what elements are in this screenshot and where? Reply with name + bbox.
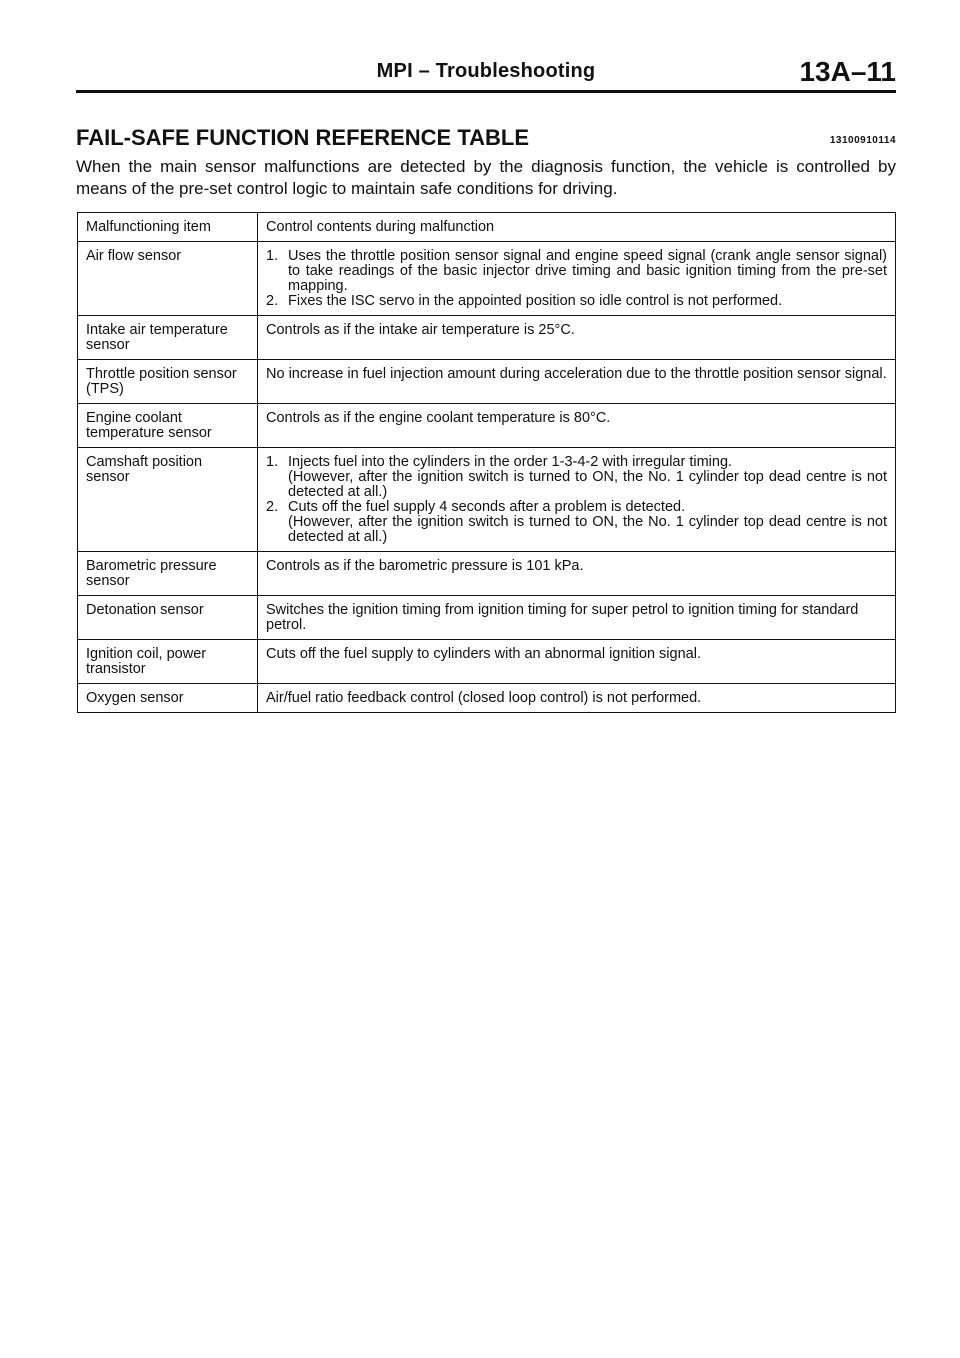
row-control: Cuts off the fuel supply to cylinders with an abnormal ignition signal. — [258, 640, 896, 684]
row-item: Camshaft position sensor — [78, 448, 258, 552]
step-note: (However, after the ignition switch is turned to ON, the No. 1 cylinder top dead centre is not detected at all.) — [288, 469, 887, 500]
row-control — [258, 242, 896, 316]
row-item: Ignition coil, power transistor — [78, 640, 258, 684]
table-row — [78, 448, 896, 552]
table-row — [78, 596, 896, 640]
section-title: FAIL-SAFE FUNCTION REFERENCE TABLE — [76, 125, 530, 150]
header-divider — [76, 90, 896, 93]
step-number: 2. — [266, 499, 279, 515]
control-step — [266, 294, 887, 309]
page-header — [76, 56, 896, 90]
step-text: Cuts off the fuel supply 4 seconds after a problem is detected. — [288, 499, 686, 515]
row-control: Switches the ignition timing from ignition timing for super petrol to ignition timing for standard petrol. — [258, 596, 896, 640]
row-control — [258, 448, 896, 552]
step-text: Injects fuel into the cylinders in the order 1-3-4-2 with irregular timing. — [288, 454, 733, 470]
table-row — [78, 552, 896, 596]
row-control: Controls as if the intake air temperature is 25°C. — [258, 316, 896, 360]
step-note: (However, after the ignition switch is turned to ON, the No. 1 cylinder top dead centre is not detected at all.) — [288, 514, 887, 545]
row-control: Controls as if the engine coolant temperature is 80°C. — [258, 404, 896, 448]
fail-safe-table — [77, 212, 896, 713]
table-row — [78, 404, 896, 448]
table-row — [78, 684, 896, 713]
table-header-row — [78, 213, 896, 242]
step-number: 1. — [266, 248, 279, 264]
row-item: Detonation sensor — [78, 596, 258, 640]
row-control: Air/fuel ratio feedback control (closed loop control) is not performed. — [258, 684, 896, 713]
page-header-title: MPI – Troubleshooting — [376, 60, 596, 82]
row-control: Controls as if the barometric pressure is 101 kPa. — [258, 552, 896, 596]
page-number: 13A–11 — [799, 56, 896, 87]
control-step — [266, 249, 887, 294]
control-step — [266, 500, 887, 515]
table-row — [78, 640, 896, 684]
section-code: 13100910114 — [829, 135, 896, 146]
row-item: Barometric pressure sensor — [78, 552, 258, 596]
row-control: No increase in fuel injection amount during acceleration due to the throttle position sensor signal. — [258, 360, 896, 404]
column-header-control: Control contents during malfunction — [258, 213, 896, 242]
control-step — [266, 455, 887, 470]
step-number: 1. — [266, 454, 279, 470]
step-text: Fixes the ISC servo in the appointed position so idle control is not performed. — [288, 293, 783, 309]
table-row — [78, 242, 896, 316]
row-item: Throttle position sensor (TPS) — [78, 360, 258, 404]
table-row — [78, 316, 896, 360]
step-text: Uses the throttle position sensor signal and engine speed signal (crank angle sensor signal) to take readings of the basic injector drive timing and basic ignition timing from the pre-set mapping. — [288, 248, 887, 294]
row-item: Intake air temperature sensor — [78, 316, 258, 360]
intro-paragraph: When the main sensor malfunctions are detected by the diagnosis function, the vehicle is controlled by means of the pre-set control logic to maintain safe conditions for driving. — [76, 157, 896, 198]
column-header-item: Malfunctioning item — [78, 213, 258, 242]
row-item: Oxygen sensor — [78, 684, 258, 713]
table-row — [78, 360, 896, 404]
row-item: Air flow sensor — [78, 242, 258, 316]
step-number: 2. — [266, 293, 279, 309]
row-item: Engine coolant temperature sensor — [78, 404, 258, 448]
